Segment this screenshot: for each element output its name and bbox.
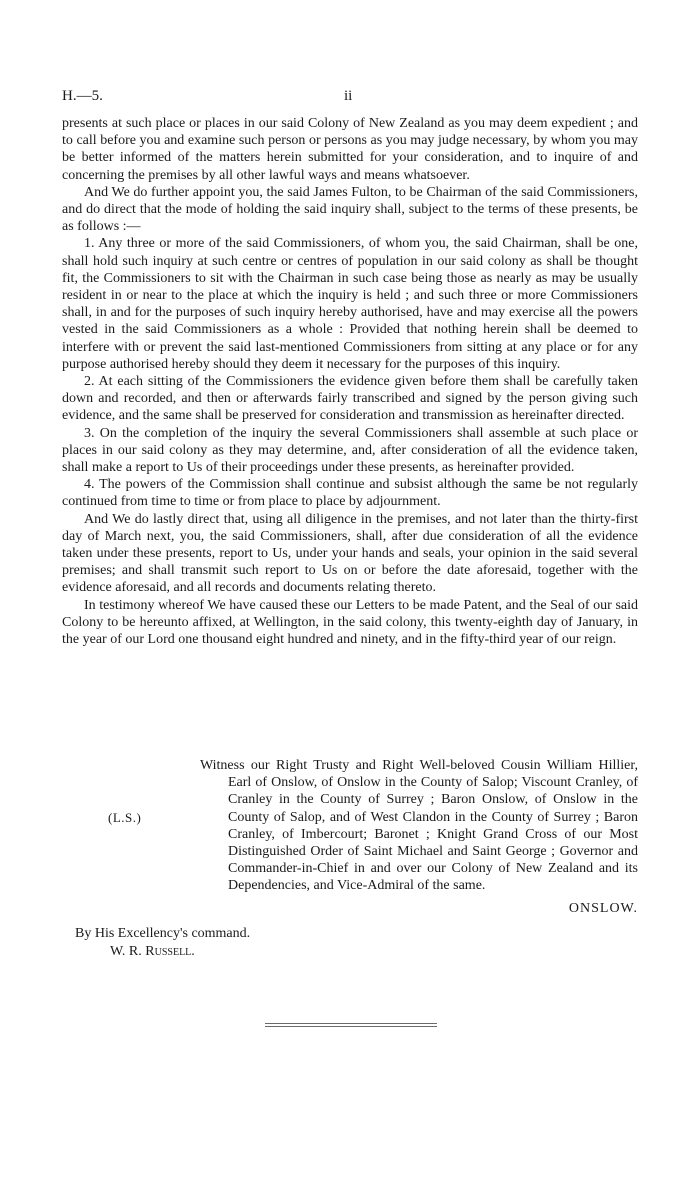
paragraph-clause-4: 4. The powers of the Commission shall continue and subsist although the same be not regularly continued from time to time or from place to place by adjournment. [62, 477, 638, 510]
secretary-surname: Russell. [145, 944, 195, 959]
paragraph-final-direction: And We do lastly direct that, using all diligence in the premises, and not later than the thirty-first day of March next, you, the said Commissioners, shall, after due consideration of all the evidence taken under these presents, report to Us, under your hands and seals, your opinion in the said several premises; and shall transmit such report to Us on or before the date aforesaid, together with the evidence aforesaid, and all records and documents relating thereto. [62, 511, 638, 596]
governor-signature: ONSLOW. [568, 901, 638, 916]
page-number: ii [344, 88, 353, 104]
witness-clause: Witness our Right Trusty and Right Well-beloved Cousin William Hillier, Earl of Onslow, of Onslow in the County of Salop; Viscount Cranley, of Cranley in the County of Surrey ; Baron Onslow, of Onslow in the County of Salop, and of West Clandon in the County of Surrey ; Baron Cranley, of Imbercourt; Baronet ; Knight Grand Cross of our Most Distinguished Order of Saint Michael and Saint George ; Governor and Commander-in-Chief in and over our Colony of New Zealand and its Dependencies, and Vice-Admiral of the same. [200, 758, 638, 894]
command-line: By His Excellency's command. [75, 926, 251, 941]
paragraph-clause-1: 1. Any three or more of the said Commissioners, of whom you, the said Chairman, shall be one, shall hold such inquiry at such centre or centres of population in our said colony as shall be thought fit, the Commissioners to sit with the Chairman in such case being those as nearly as may be usually resident in or near to the place at which the inquiry is held ; and such three or more Commissioners shall, in and for the purposes of such inquiry hereby authorised, have and may exercise all the powers vested in the said Commissioners as a whole : Provided that nothing herein shall be deemed to interfere with or prevent the said last-mentioned Commissioners from sitting at any place or for any purpose authorised hereby should they deem it necessary for the purposes of this inquiry. [62, 236, 638, 372]
paragraph-testimony: In testimony whereof We have caused these our Letters to be made Patent, and the Seal of our said Colony to be hereunto affixed, at Wellington, in the said colony, this twenty-eighth day of January, in the year of our Lord one thousand eight hundred and ninety, and in the fifty-third year of our reign. [62, 597, 638, 648]
witness-block [62, 757, 638, 897]
paragraph-clause-2: 2. At each sitting of the Commissioners the evidence given before them shall be carefully taken down and recorded, and then or afterwards fairly transcribed and signed by the person giving such evidence, and the same shall be preserved for consideration and transmission as hereinafter directed. [62, 374, 638, 424]
end-rule-line-lower [265, 1026, 437, 1027]
paragraph-chairman-appointment: And We do further appoint you, the said James Fulton, to be Chairman of the said Commissioners, and do direct that the mode of holding the said inquiry shall, subject to the terms of these presents, be as follows :— [62, 184, 638, 235]
end-rule [265, 1023, 437, 1028]
running-header [62, 88, 638, 106]
paragraph-clause-3: 3. On the completion of the inquiry the several Commissioners shall assemble at such place or places in our said colony as they may determine, and, after consideration of all the evidence taken, shall make a report to Us of their proceedings under these presents, as hereinafter provided. [62, 425, 638, 476]
end-rule-line-upper [265, 1023, 437, 1024]
body-text [62, 115, 638, 648]
document-reference: H.—5. [62, 88, 103, 104]
secretary-initials: W. R. [110, 944, 142, 959]
secretary-name [110, 944, 195, 960]
seal-mark: (L.S.) [108, 810, 142, 825]
paragraph-continuation: presents at such place or places in our said Colony of New Zealand as you may deem expedient ; and to call before you and examine such person or persons as you may judge necessary, by whom you may be better informed of the matters herein submitted for your consideration, and to inquire of and concerning the premises by all other lawful ways and means whatsoever. [62, 116, 638, 183]
